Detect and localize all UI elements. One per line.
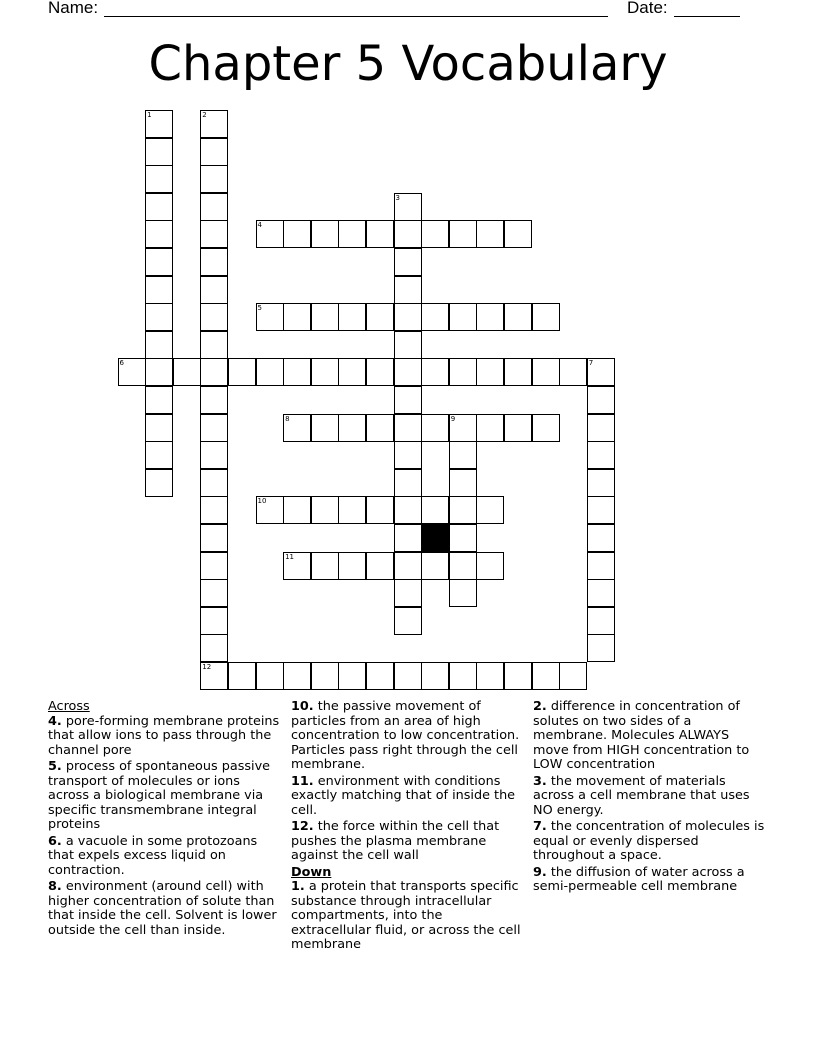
- grid-cell[interactable]: [394, 469, 422, 497]
- clue-across-5: [48, 760, 280, 833]
- grid-cell[interactable]: [587, 607, 615, 635]
- grid-cell[interactable]: [311, 552, 339, 580]
- grid-cell[interactable]: [200, 607, 228, 635]
- grid-cell[interactable]: [145, 386, 173, 414]
- clue-number-label: 7: [588, 359, 594, 368]
- clue-down-2: [533, 700, 765, 773]
- clue-number-label: 2: [202, 111, 207, 119]
- clue-number-label: 6: [119, 359, 124, 368]
- grid-cell[interactable]: [504, 303, 532, 331]
- grid-cell[interactable]: [145, 303, 173, 331]
- grid-cell[interactable]: [394, 607, 422, 635]
- clue-text: difference in concentration of solutes on two sides of a membrane. Molecules ALWAYS move from HIGH concentration to LOW concentration: [533, 699, 750, 772]
- grid-cell[interactable]: [200, 579, 228, 607]
- grid-cell[interactable]: [200, 414, 228, 442]
- grid-cell[interactable]: [421, 552, 449, 580]
- clue-text: the concentration of molecules is equal or evenly dispersed throughout a space.: [533, 819, 765, 863]
- clue-number: 6.: [48, 833, 62, 849]
- clue-number: 10.: [291, 699, 314, 714]
- grid-cell[interactable]: [256, 496, 284, 524]
- grid-cell[interactable]: [283, 303, 311, 331]
- grid-cell[interactable]: [421, 496, 449, 524]
- grid-cell[interactable]: [200, 386, 228, 414]
- grid-cell[interactable]: [559, 358, 587, 386]
- clue-number-label: 3: [395, 193, 400, 202]
- grid-cell[interactable]: [366, 496, 394, 524]
- clue-across-12: [291, 820, 523, 864]
- grid-cell[interactable]: [394, 441, 422, 469]
- grid-cell[interactable]: [256, 662, 284, 690]
- clue-number: 1.: [291, 879, 305, 894]
- grid-cell[interactable]: [449, 662, 477, 690]
- down-heading: Down: [291, 864, 332, 880]
- grid-cell[interactable]: [145, 276, 173, 304]
- clues-column-1: [48, 700, 280, 940]
- clue-number-label: 1: [147, 111, 152, 119]
- clue-number: 9.: [533, 864, 547, 880]
- grid-cell[interactable]: [394, 248, 422, 276]
- grid-cell[interactable]: [366, 303, 394, 331]
- grid-cell[interactable]: [476, 220, 504, 248]
- grid-cell[interactable]: [118, 358, 146, 386]
- grid-cell[interactable]: [283, 414, 311, 442]
- grid-cell[interactable]: [421, 303, 449, 331]
- clue-number: 7.: [533, 819, 547, 834]
- grid-cell[interactable]: [394, 496, 422, 524]
- grid-cell[interactable]: [449, 358, 477, 386]
- grid-cell[interactable]: [449, 552, 477, 580]
- grid-cell[interactable]: [311, 358, 339, 386]
- grid-cell[interactable]: [449, 524, 477, 552]
- grid-cell[interactable]: [476, 358, 504, 386]
- grid-cell[interactable]: [559, 662, 587, 690]
- grid-cell[interactable]: [394, 276, 422, 304]
- grid-cell[interactable]: [200, 552, 228, 580]
- grid-cell[interactable]: [366, 414, 394, 442]
- grid-cell[interactable]: [504, 662, 532, 690]
- grid-cell[interactable]: [200, 634, 228, 662]
- clue-across-10: [291, 700, 523, 773]
- grid-cell[interactable]: [587, 469, 615, 497]
- clue-across-8: [48, 880, 280, 938]
- blocked-cell: [421, 524, 449, 552]
- grid-cell[interactable]: [449, 414, 477, 442]
- grid-cell[interactable]: [476, 303, 504, 331]
- grid-cell[interactable]: [449, 579, 477, 607]
- clue-number: 4.: [48, 713, 62, 729]
- grid-cell[interactable]: [366, 220, 394, 248]
- grid-cell[interactable]: [338, 414, 366, 442]
- across-heading: Across: [48, 699, 90, 714]
- grid-cell[interactable]: [338, 303, 366, 331]
- grid-cell[interactable]: [228, 358, 256, 386]
- grid-cell[interactable]: [394, 386, 422, 414]
- clue-number-label: 10: [257, 497, 267, 506]
- clue-down-3: [533, 775, 765, 819]
- grid-cell[interactable]: [311, 662, 339, 690]
- grid-cell[interactable]: [532, 358, 560, 386]
- grid-cell[interactable]: [145, 138, 173, 166]
- clue-down-7: [533, 820, 765, 864]
- clue-number-label: 11: [285, 552, 295, 561]
- grid-cell[interactable]: [366, 662, 394, 690]
- grid-cell[interactable]: [311, 414, 339, 442]
- grid-cell[interactable]: [200, 276, 228, 304]
- grid-cell[interactable]: [338, 662, 366, 690]
- grid-cell[interactable]: [504, 414, 532, 442]
- grid-cell[interactable]: [283, 358, 311, 386]
- grid-cell[interactable]: [476, 414, 504, 442]
- grid-cell[interactable]: [200, 193, 228, 221]
- clue-number: 5.: [48, 759, 62, 774]
- clues-column-2: [291, 700, 523, 955]
- clue-text: the passive movement of particles from an area of high concentration to low concentration. Particles pass right through the cell membrane.: [291, 699, 520, 772]
- grid-cell[interactable]: [394, 220, 422, 248]
- grid-cell[interactable]: [532, 414, 560, 442]
- grid-cell[interactable]: [145, 110, 173, 138]
- grid-cell[interactable]: [338, 496, 366, 524]
- grid-cell[interactable]: [283, 496, 311, 524]
- grid-cell[interactable]: [366, 552, 394, 580]
- grid-cell[interactable]: [587, 524, 615, 552]
- grid-cell[interactable]: [200, 358, 228, 386]
- grid-cell[interactable]: [587, 552, 615, 580]
- grid-cell[interactable]: [394, 662, 422, 690]
- date-label: Date:: [627, 0, 668, 17]
- clue-number-label: 8: [285, 414, 290, 423]
- clue-text: process of spontaneous passive transport of molecules or ions across a biological membrane via specific transmembrane integral proteins: [48, 759, 271, 832]
- grid-cell[interactable]: [587, 358, 615, 386]
- clue-text: pore-forming membrane proteins that allow ions to pass through the channel pore: [48, 713, 280, 758]
- grid-cell[interactable]: [283, 552, 311, 580]
- grid-cell[interactable]: [145, 414, 173, 442]
- grid-cell[interactable]: [394, 331, 422, 359]
- clue-text: a protein that transports specific substance through intracellular compartments, into the extracellular fluid, or across the cell membrane: [291, 879, 521, 952]
- grid-cell[interactable]: [394, 414, 422, 442]
- clue-text: a vacuole in some protozoans that expels excess liquid on contraction.: [48, 833, 258, 878]
- clue-across-11: [291, 775, 523, 819]
- clue-number-label: 5: [257, 304, 262, 313]
- clue-number-label: 12: [202, 663, 212, 671]
- grid-cell[interactable]: [228, 662, 256, 690]
- grid-cell[interactable]: [449, 496, 477, 524]
- grid-cell[interactable]: [200, 331, 228, 359]
- name-label: Name:: [48, 0, 99, 17]
- grid-cell[interactable]: [200, 524, 228, 552]
- clue-number: 3.: [533, 773, 547, 789]
- grid-cell[interactable]: [421, 414, 449, 442]
- grid-cell[interactable]: [449, 441, 477, 469]
- clue-text: the diffusion of water across a semi-permeable cell membrane: [533, 864, 745, 894]
- grid-cell[interactable]: [256, 220, 284, 248]
- grid-cell[interactable]: [394, 579, 422, 607]
- grid-cell[interactable]: [200, 165, 228, 193]
- clue-text: environment (around cell) with higher concentration of solute than that inside the cell. Solvent is lower outside the cell than inside.: [48, 879, 277, 938]
- grid-cell[interactable]: [394, 552, 422, 580]
- grid-cell[interactable]: [283, 662, 311, 690]
- grid-cell[interactable]: [145, 441, 173, 469]
- grid-cell[interactable]: [200, 441, 228, 469]
- clue-number: 8.: [48, 879, 62, 894]
- grid-cell[interactable]: [338, 358, 366, 386]
- grid-cell[interactable]: [587, 496, 615, 524]
- grid-cell[interactable]: [476, 552, 504, 580]
- grid-cell[interactable]: [504, 220, 532, 248]
- grid-cell[interactable]: [366, 358, 394, 386]
- grid-cell[interactable]: [587, 386, 615, 414]
- grid-cell[interactable]: [145, 165, 173, 193]
- clue-number-label: 4: [257, 221, 262, 230]
- grid-cell[interactable]: [394, 303, 422, 331]
- grid-cell[interactable]: [532, 662, 560, 690]
- clue-number: 12.: [291, 819, 314, 834]
- grid-cell[interactable]: [173, 358, 201, 386]
- grid-cell[interactable]: [394, 524, 422, 552]
- clue-text: the movement of materials across a cell membrane that uses NO energy.: [533, 773, 750, 818]
- grid-cell[interactable]: [200, 303, 228, 331]
- grid-cell[interactable]: [200, 496, 228, 524]
- grid-cell[interactable]: [145, 220, 173, 248]
- clue-text: environment with conditions exactly matching that of inside the cell.: [291, 773, 516, 818]
- grid-cell[interactable]: [200, 220, 228, 248]
- grid-cell[interactable]: [338, 552, 366, 580]
- grid-cell[interactable]: [587, 579, 615, 607]
- clue-across-6: [48, 835, 280, 879]
- grid-cell[interactable]: [256, 303, 284, 331]
- clue-number-label: 9: [450, 414, 456, 423]
- grid-cell[interactable]: [338, 220, 366, 248]
- grid-cell[interactable]: [145, 358, 173, 386]
- grid-cell[interactable]: [421, 662, 449, 690]
- grid-cell[interactable]: [200, 110, 228, 138]
- grid-cell[interactable]: [449, 469, 477, 497]
- clue-number: 11.: [291, 773, 314, 789]
- clues-column-3: [533, 700, 765, 897]
- grid-cell[interactable]: [200, 248, 228, 276]
- grid-cell[interactable]: [476, 496, 504, 524]
- grid-cell[interactable]: [311, 496, 339, 524]
- grid-cell[interactable]: [311, 303, 339, 331]
- clue-number: 2.: [533, 699, 547, 714]
- grid-cell[interactable]: [145, 469, 173, 497]
- grid-cell[interactable]: [394, 193, 422, 221]
- grid-cell[interactable]: [504, 358, 532, 386]
- grid-cell[interactable]: [200, 138, 228, 166]
- grid-cell[interactable]: [145, 193, 173, 221]
- grid-cell[interactable]: [145, 248, 173, 276]
- clue-down-9: [533, 866, 765, 895]
- grid-cell[interactable]: [449, 220, 477, 248]
- clue-text: the force within the cell that pushes the plasma membrane against the cell wall: [291, 819, 500, 863]
- clue-across-4: [48, 715, 280, 759]
- grid-cell[interactable]: [449, 303, 477, 331]
- grid-cell[interactable]: [283, 220, 311, 248]
- grid-cell[interactable]: [145, 331, 173, 359]
- grid-cell[interactable]: [476, 662, 504, 690]
- page-title: Chapter 5 Vocabulary: [148, 36, 668, 92]
- grid-cell[interactable]: [421, 220, 449, 248]
- grid-cell[interactable]: [587, 441, 615, 469]
- grid-cell[interactable]: [587, 634, 615, 662]
- grid-cell[interactable]: [256, 358, 284, 386]
- grid-cell[interactable]: [200, 469, 228, 497]
- grid-cell[interactable]: [532, 303, 560, 331]
- grid-cell[interactable]: [394, 358, 422, 386]
- grid-cell[interactable]: [421, 358, 449, 386]
- grid-cell[interactable]: [200, 662, 228, 690]
- grid-cell[interactable]: [587, 414, 615, 442]
- clue-down-1: [291, 880, 523, 953]
- grid-cell[interactable]: [311, 220, 339, 248]
